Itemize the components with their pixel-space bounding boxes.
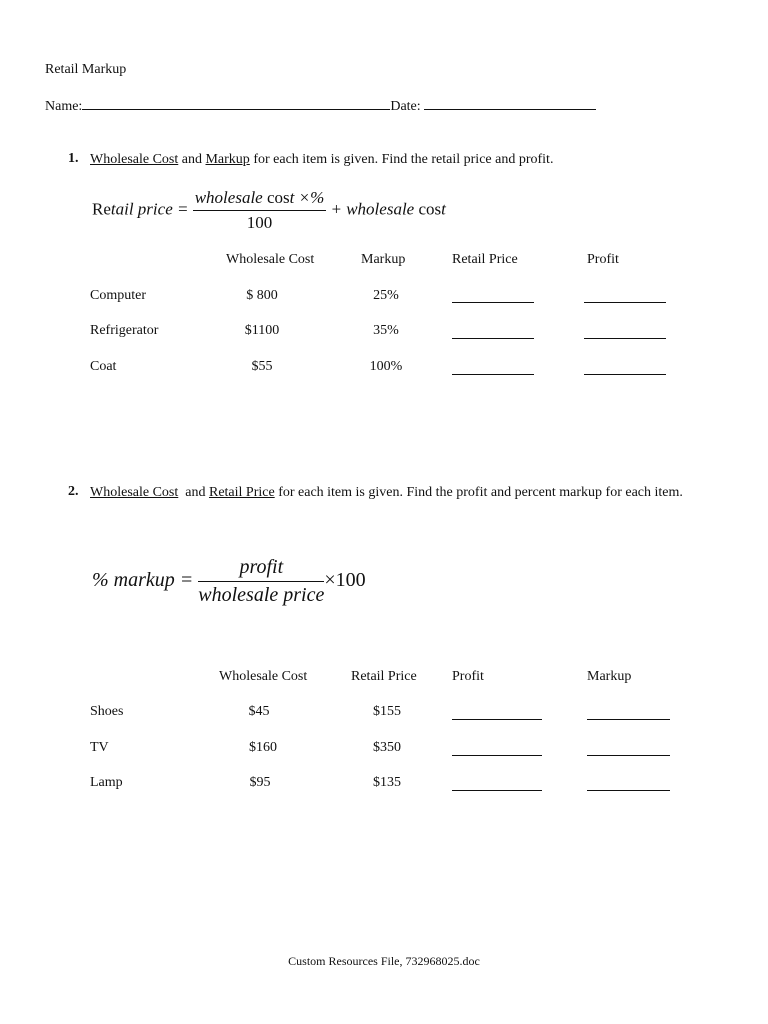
markup-blank[interactable]	[587, 719, 670, 720]
profit-blank[interactable]	[452, 755, 542, 756]
q1-number: 1.	[68, 151, 79, 166]
q1-retail-price-formula: Retail price = $\frac{\text{wholesale cost ×\%}}{100}$ + wholesale cost	[92, 188, 446, 232]
row-retail: $135	[373, 775, 401, 790]
name-label: Name:	[45, 99, 83, 114]
q2-header-retail-price: Retail Price	[351, 669, 417, 684]
page-footer: Custom Resources File, 732968025.doc	[288, 954, 480, 968]
q1-header-profit: Profit	[587, 252, 619, 267]
row-wholesale: $ 800	[246, 288, 278, 303]
profit-blank[interactable]	[452, 719, 542, 720]
q1-header-wholesale-cost: Wholesale Cost	[226, 252, 315, 267]
row-wholesale: $160	[249, 740, 277, 755]
row-item: Coat	[90, 359, 117, 374]
q2-number: 2.	[68, 484, 79, 499]
q2-instructions: Wholesale Cost and Retail Price for each item is given. Find the profit and percent markup for each item.	[90, 485, 683, 500]
q2-formula-fraction: $\frac{\text{profit}}{\text{wholesale price}}$	[198, 556, 325, 606]
row-markup: 100%	[369, 359, 403, 374]
row-retail: $350	[373, 740, 401, 755]
row-wholesale: $1100	[244, 323, 280, 338]
row-retail: $155	[373, 704, 401, 719]
q2-header-profit: Profit	[452, 669, 484, 684]
q1-term-markup: Markup	[205, 152, 250, 167]
row-item: Lamp	[90, 775, 123, 790]
date-label: Date:	[390, 99, 421, 114]
q2-header-markup: Markup	[587, 669, 632, 684]
row-wholesale: $45	[248, 704, 270, 719]
markup-blank[interactable]	[587, 790, 670, 791]
markup-blank[interactable]	[587, 755, 670, 756]
row-markup: 35%	[373, 323, 399, 338]
name-field[interactable]	[82, 97, 390, 110]
profit-blank[interactable]	[584, 374, 666, 375]
q1-formula-fraction: $\frac{\text{wholesale cost ×\%}}{100}$	[194, 188, 325, 232]
q2-term-retail-price: Retail Price	[208, 485, 275, 500]
row-wholesale: $55	[251, 359, 273, 374]
q1-header-retail-price: Retail Price	[452, 252, 518, 267]
row-item: TV	[90, 740, 109, 755]
row-item: Shoes	[90, 704, 124, 719]
q1-header-markup: Markup	[361, 252, 406, 267]
row-markup: 25%	[373, 288, 399, 303]
date-field[interactable]	[424, 97, 596, 110]
q2-term-wholesale-cost: Wholesale Cost	[90, 485, 179, 500]
row-wholesale: $95	[249, 775, 271, 790]
retail-price-blank[interactable]	[452, 374, 534, 375]
retail-price-blank[interactable]	[452, 302, 534, 303]
worksheet-title: Retail Markup	[45, 62, 127, 77]
q2-header-wholesale-cost: Wholesale Cost	[219, 669, 308, 684]
retail-price-blank[interactable]	[452, 338, 534, 339]
profit-blank[interactable]	[452, 790, 542, 791]
profit-blank[interactable]	[584, 302, 666, 303]
q1-instructions: Wholesale Cost and Markup for each item is given. Find the retail price and profit.	[90, 152, 554, 167]
row-item: Refrigerator	[90, 323, 159, 338]
q1-term-wholesale-cost: Wholesale Cost	[90, 152, 179, 167]
name-line	[45, 97, 596, 115]
q2-markup-formula: % markup = $\frac{\text{profit}}{\text{wholesale price}}$ ×100	[92, 556, 366, 606]
row-item: Computer	[90, 288, 146, 303]
profit-blank[interactable]	[584, 338, 666, 339]
